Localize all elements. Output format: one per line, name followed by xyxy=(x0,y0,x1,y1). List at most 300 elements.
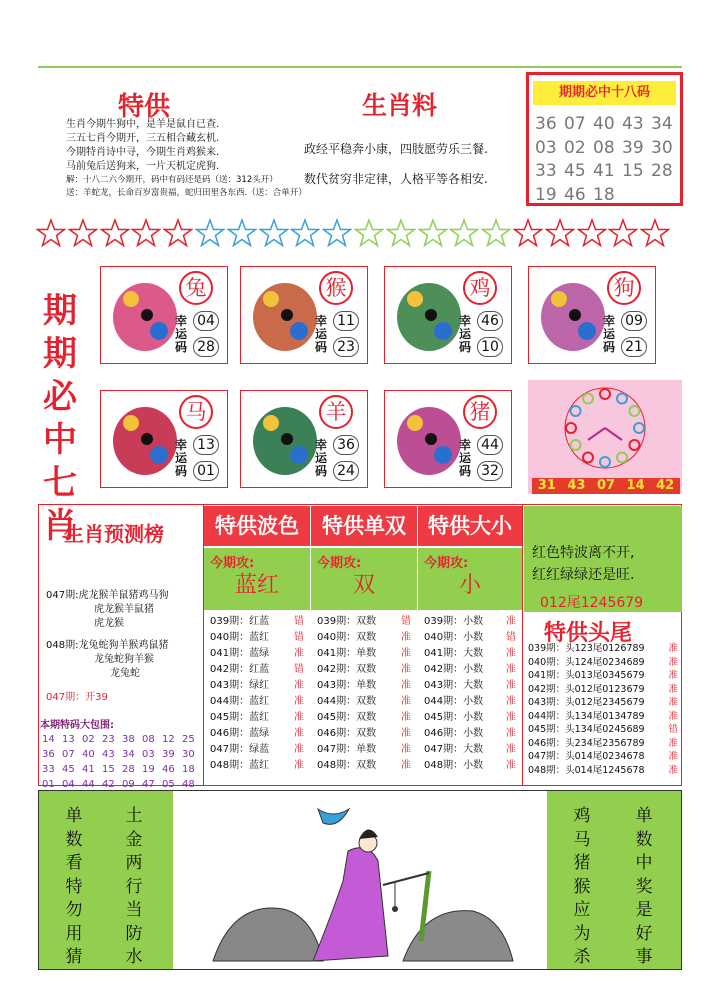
head-tail-mark: 错 xyxy=(668,724,678,735)
clock-dot xyxy=(583,394,593,404)
star-icon xyxy=(163,218,193,248)
papercut-image xyxy=(247,275,323,355)
title-char: 期 xyxy=(43,334,77,374)
history-period: 047期：绿蓝 xyxy=(210,744,270,755)
history-period: 041期：单数 xyxy=(317,648,377,659)
lucky-number: 10 xyxy=(477,337,503,357)
bottom-section xyxy=(38,790,682,970)
zodiac-card xyxy=(384,266,512,364)
history-row xyxy=(210,678,308,694)
star-icon xyxy=(354,218,384,248)
star-icon xyxy=(608,218,638,248)
history-mark: 准 xyxy=(294,648,304,659)
history-row xyxy=(317,630,415,646)
lucky-number: 13 xyxy=(193,435,219,455)
history-period: 039期：小数 xyxy=(424,616,484,627)
clock-dot xyxy=(583,452,593,462)
history-row xyxy=(424,662,520,678)
lucky-label: 幸运码 xyxy=(459,314,472,354)
verse-char: 水 xyxy=(125,947,143,967)
special-code: 40 xyxy=(82,749,95,760)
forecast-line: 龙兔蛇 xyxy=(110,668,140,679)
history-row xyxy=(424,630,520,646)
special-code: 07 xyxy=(62,749,75,760)
history-row xyxy=(424,726,520,742)
clock-number: 43 xyxy=(567,478,586,493)
history-period: 047期：大数 xyxy=(424,744,484,755)
head-tail-rows xyxy=(528,642,682,777)
star-icon xyxy=(290,218,320,248)
column-header: 特供单双 xyxy=(311,506,417,546)
shengxiao-title: 生肖料 xyxy=(362,91,438,120)
head-tail-mark: 准 xyxy=(668,656,678,668)
history-mark: 错 xyxy=(506,632,516,643)
star-icon xyxy=(449,218,479,248)
history-mark: 准 xyxy=(401,680,411,691)
verse-char: 猴 xyxy=(573,876,591,897)
forecast-line: 虎龙猴羊鼠猪 xyxy=(94,604,154,615)
column-attack xyxy=(418,548,522,610)
history-mark: 准 xyxy=(506,680,516,691)
attack-value: 小 xyxy=(458,573,481,598)
tail-numbers: 012尾1245679 xyxy=(540,595,644,611)
special-code: 39 xyxy=(162,749,175,760)
history-mark: 准 xyxy=(506,696,516,707)
head-tail-row xyxy=(528,656,682,670)
forecast-line: 虎龙猴 xyxy=(94,618,124,629)
verse-char: 是 xyxy=(635,900,653,920)
lucky-number: 04 xyxy=(193,311,219,331)
attack-label: 今期攻: xyxy=(317,556,362,571)
special-code: 18 xyxy=(182,764,195,775)
history-mark: 准 xyxy=(401,760,411,771)
head-tail-period: 047期：头014尾0234678 xyxy=(528,751,645,762)
special-code: 42 xyxy=(102,779,115,790)
head-tail-mark: 准 xyxy=(668,697,678,708)
head-tail-mark: 准 xyxy=(668,683,678,695)
history-period: 044期：蓝红 xyxy=(210,696,270,707)
title-char: 肖 xyxy=(43,506,77,546)
verse-char: 单 xyxy=(635,806,653,826)
zodiac-name: 羊 xyxy=(319,395,353,429)
history-mark: 准 xyxy=(294,728,304,739)
star-icon xyxy=(386,218,416,248)
zodiac-card xyxy=(240,390,368,488)
code-number: 34 xyxy=(651,114,673,134)
history-rows xyxy=(424,614,520,774)
code-number: 28 xyxy=(651,161,673,181)
lucky-number: 46 xyxy=(477,311,503,331)
code-number: 46 xyxy=(564,184,586,205)
history-period: 045期：小数 xyxy=(424,712,484,723)
head-tail-row xyxy=(528,669,682,683)
star-icon xyxy=(100,218,130,248)
clock-dot xyxy=(566,423,576,433)
lucky-number: 01 xyxy=(193,461,219,481)
title-char: 必 xyxy=(43,377,77,417)
special-code: 43 xyxy=(102,749,115,760)
head-tail-period: 041期：头013尾0345679 xyxy=(528,670,645,681)
tegong-title: 特供 xyxy=(118,92,171,122)
history-mark: 准 xyxy=(294,680,304,691)
history-mark: 错 xyxy=(294,616,304,627)
poem-line: 马前兔后送狗来，一片天机定虎狗. xyxy=(66,161,220,172)
lucky-label: 幸运码 xyxy=(603,314,616,354)
star-icon xyxy=(259,218,289,248)
special-code: 12 xyxy=(162,734,175,745)
lucky-number: 36 xyxy=(333,435,359,455)
top-divider xyxy=(38,66,682,68)
history-mark: 准 xyxy=(401,648,411,659)
star-icon xyxy=(36,218,66,248)
divider xyxy=(203,504,204,786)
title-char: 中 xyxy=(43,420,77,460)
column-header: 特供波色 xyxy=(204,506,310,546)
shengxiao-line: 政经平稳奔小康，四肢愿劳乐三餐. xyxy=(304,142,488,156)
history-period: 046期：小数 xyxy=(424,728,484,739)
papercut-image xyxy=(107,275,183,355)
verse-char: 奖 xyxy=(635,876,653,897)
head-tail-period: 048期：头014尾1245678 xyxy=(528,764,645,776)
history-period: 044期：双数 xyxy=(317,696,377,707)
poem-line: 生肖今期牛狗中，是羊是鼠自已查. xyxy=(66,119,220,130)
history-mark: 准 xyxy=(401,712,411,723)
history-row xyxy=(317,694,415,710)
lucky-label: 幸运码 xyxy=(315,438,328,478)
head-tail-period: 039期：头123尾0126789 xyxy=(528,643,645,654)
special-code: 47 xyxy=(142,779,155,790)
star-icon xyxy=(640,218,670,248)
history-rows xyxy=(210,614,308,774)
history-row xyxy=(210,646,308,662)
history-row xyxy=(210,758,308,774)
verse-char: 数 xyxy=(635,829,653,850)
verse-char: 土 xyxy=(125,806,143,826)
zodiac-name: 猴 xyxy=(319,271,353,305)
head-tail-period: 045期：头134尾0245689 xyxy=(528,724,645,735)
history-period: 040期：双数 xyxy=(317,632,377,643)
history-mark: 准 xyxy=(294,744,304,755)
zodiac-name: 猪 xyxy=(463,395,497,429)
verse-column xyxy=(573,805,591,970)
attack-label: 今期攻: xyxy=(210,556,255,571)
code-number: 43 xyxy=(622,114,644,134)
clock-dot xyxy=(629,440,639,450)
special-code: 46 xyxy=(162,764,175,775)
zodiac-forecast-title: 生肖预测榜 xyxy=(64,522,164,546)
verse-char: 防 xyxy=(125,923,143,944)
history-row xyxy=(424,614,520,630)
lucky-label: 幸运码 xyxy=(175,438,188,478)
special-code: 04 xyxy=(62,779,75,790)
stars-row xyxy=(36,214,684,254)
special-code: 36 xyxy=(42,749,55,760)
poem-line: 三五七肖今期开，三五相合藏玄机. xyxy=(66,133,220,144)
clock-number: 07 xyxy=(596,478,616,493)
history-mark: 准 xyxy=(506,616,516,627)
zodiac-card xyxy=(100,390,228,488)
star-icon xyxy=(131,218,161,248)
verse-char: 勿 xyxy=(65,900,83,920)
papercut-image xyxy=(107,399,183,479)
history-row xyxy=(424,742,520,758)
head-tail-row xyxy=(528,696,682,710)
star-icon xyxy=(418,218,448,248)
history-period: 041期：蓝绿 xyxy=(210,648,270,659)
head-tail-period: 040期：头124尾0234689 xyxy=(528,656,645,668)
clock-dot xyxy=(634,423,644,433)
history-period: 048期：小数 xyxy=(424,760,484,771)
clock-number-bar xyxy=(532,478,680,494)
history-period: 046期：蓝绿 xyxy=(210,728,270,739)
clock-icon xyxy=(528,380,682,476)
wave-tip-panel xyxy=(524,506,682,612)
verse-char: 金 xyxy=(125,829,143,850)
zodiac-name: 兔 xyxy=(179,271,213,305)
history-mark: 准 xyxy=(401,696,411,707)
history-row xyxy=(210,662,308,678)
verse-char: 为 xyxy=(573,923,591,944)
head-tail-row xyxy=(528,750,682,764)
history-period: 041期：大数 xyxy=(424,648,484,659)
zodiac-name: 鸡 xyxy=(463,271,497,305)
title-char: 期 xyxy=(43,291,77,331)
lucky-label: 幸运码 xyxy=(175,314,188,354)
history-row xyxy=(317,678,415,694)
history-row xyxy=(424,678,520,694)
lucky-number: 28 xyxy=(193,337,219,357)
attack-label: 今期攻: xyxy=(424,556,469,571)
lucky-number: 23 xyxy=(333,337,359,357)
history-mark: 准 xyxy=(506,760,516,771)
history-rows xyxy=(317,614,415,774)
clock-number: 42 xyxy=(656,478,675,493)
history-period: 042期：红蓝 xyxy=(210,664,270,675)
head-tail-title: 特供头尾 xyxy=(544,621,633,646)
history-period: 042期：双数 xyxy=(317,664,377,675)
verse-char: 杀 xyxy=(573,947,591,967)
special-code: 25 xyxy=(182,734,195,745)
special-code: 33 xyxy=(42,764,55,775)
clock-dot xyxy=(600,389,610,399)
history-period: 045期：蓝红 xyxy=(210,712,270,723)
code-number: 39 xyxy=(622,137,644,158)
papercut-image xyxy=(535,275,611,355)
verse-char: 事 xyxy=(635,947,653,967)
clock-dot xyxy=(617,452,627,462)
star-icon xyxy=(68,218,98,248)
history-row xyxy=(210,710,308,726)
papercut-image xyxy=(391,275,467,355)
head-tail-period: 042期：头012尾0123679 xyxy=(528,683,645,695)
special-code: 14 xyxy=(42,734,55,745)
poem-line: 今期特肖诗中寻，今期生肖鸡猴来. xyxy=(66,147,220,158)
history-mark: 准 xyxy=(294,760,304,771)
lucky-label: 幸运码 xyxy=(459,438,472,478)
code-number: 36 xyxy=(535,114,557,134)
star-icon xyxy=(513,218,543,248)
head-tail-mark: 准 xyxy=(668,670,678,681)
verse-char: 用 xyxy=(65,923,83,944)
history-mark: 准 xyxy=(506,648,516,659)
special-code: 13 xyxy=(62,734,75,745)
verse-char: 看 xyxy=(65,853,83,873)
title-char: 七 xyxy=(43,463,77,503)
clock-number: 31 xyxy=(537,478,556,493)
star-icon xyxy=(577,218,607,248)
head-tail-mark: 准 xyxy=(668,764,678,776)
right-verse-panel xyxy=(547,791,681,969)
verse-column xyxy=(635,805,653,970)
column-attack xyxy=(204,548,310,610)
eighteen-codes-box xyxy=(526,72,683,206)
history-period: 043期：大数 xyxy=(424,680,484,691)
clock-dot xyxy=(571,406,581,416)
verse-column xyxy=(125,805,143,970)
history-row xyxy=(317,646,415,662)
verse-char: 好 xyxy=(635,923,653,944)
poem-note: 送：羊蛇龙，长命百岁富贵福，蛇归田里各东西.（送：合单开） xyxy=(66,188,307,198)
shengxiao-line: 数代贫穷非定律，人格平等各相安. xyxy=(304,172,488,186)
code-number: 33 xyxy=(535,161,557,181)
history-period: 044期：小数 xyxy=(424,696,484,707)
special-code: 01 xyxy=(42,779,55,790)
attack-value: 蓝红 xyxy=(234,573,279,598)
history-row xyxy=(317,726,415,742)
verse-char: 中 xyxy=(635,853,653,873)
verse-char: 两 xyxy=(125,853,143,873)
code-number: 02 xyxy=(564,137,586,158)
history-mark: 错 xyxy=(401,616,411,627)
star-icon xyxy=(227,218,257,248)
verse-char: 当 xyxy=(125,900,143,920)
code-number: 19 xyxy=(535,184,557,205)
zodiac-card xyxy=(528,266,656,364)
zodiac-card xyxy=(100,266,228,364)
zodiac-name: 狗 xyxy=(607,271,641,305)
verse-char: 特 xyxy=(65,876,83,897)
code-number: 08 xyxy=(593,137,615,158)
clock-dot xyxy=(571,440,581,450)
head-tail-row xyxy=(528,723,682,737)
wave-tip-line: 红色特波离不开, xyxy=(532,545,635,561)
history-row xyxy=(317,758,415,774)
code-number: 15 xyxy=(622,161,644,181)
lucky-number: 21 xyxy=(621,337,647,357)
code-number: 40 xyxy=(593,114,615,134)
head-tail-row xyxy=(528,764,682,778)
history-row xyxy=(424,694,520,710)
eighteen-codes-list xyxy=(535,113,681,207)
special-code: 48 xyxy=(182,779,195,790)
lucky-label: 幸运码 xyxy=(315,314,328,354)
fisherwoman-illustration xyxy=(173,791,549,969)
history-mark: 准 xyxy=(506,664,516,675)
head-tail-period: 043期：头012尾2345679 xyxy=(528,697,645,708)
history-row xyxy=(210,614,308,630)
history-period: 045期：双数 xyxy=(317,712,377,723)
history-row xyxy=(317,710,415,726)
special-codes-title: 本期特码大包围: xyxy=(40,720,114,731)
special-code: 44 xyxy=(82,779,95,790)
history-period: 048期：蓝红 xyxy=(210,760,270,771)
forecast-line: 048期:龙兔蛇狗羊猴鸡鼠猪 xyxy=(46,640,169,651)
code-number: 45 xyxy=(564,161,586,181)
code-number: 18 xyxy=(593,184,615,205)
papercut-image xyxy=(391,399,467,479)
special-code: 34 xyxy=(122,749,135,760)
star-icon xyxy=(322,218,352,248)
history-mark: 准 xyxy=(294,696,304,707)
divider xyxy=(522,504,523,786)
verse-char: 行 xyxy=(125,876,143,897)
lucky-number: 09 xyxy=(621,311,647,331)
head-tail-row xyxy=(528,710,682,724)
verse-column xyxy=(65,805,83,970)
special-code: 02 xyxy=(82,734,95,745)
head-tail-mark: 准 xyxy=(668,643,678,654)
head-tail-mark: 准 xyxy=(668,737,678,749)
head-tail-row xyxy=(528,737,682,751)
history-row xyxy=(317,614,415,630)
poem-block xyxy=(66,118,307,200)
attack-value: 双 xyxy=(352,573,375,598)
history-row xyxy=(424,758,520,774)
special-code: 45 xyxy=(62,764,75,775)
clock-box xyxy=(528,380,682,494)
lucky-number: 11 xyxy=(333,311,359,331)
code-number: 03 xyxy=(535,137,557,158)
history-period: 040期：蓝红 xyxy=(210,632,270,643)
head-tail-row xyxy=(528,642,682,656)
code-number: 41 xyxy=(593,161,615,181)
clock-dot xyxy=(600,457,610,467)
history-period: 046期：双数 xyxy=(317,728,377,739)
clock-dot xyxy=(617,394,627,404)
special-code: 28 xyxy=(122,764,135,775)
left-verse-panel xyxy=(39,791,173,969)
papercut-image xyxy=(247,399,323,479)
history-row xyxy=(210,742,308,758)
special-code: 23 xyxy=(102,734,115,745)
history-period: 043期：单数 xyxy=(317,680,377,691)
verse-char: 数 xyxy=(65,829,83,850)
eighteen-codes-title: 期期必中十八码 xyxy=(533,81,676,105)
history-row xyxy=(210,694,308,710)
special-code: 05 xyxy=(162,779,175,790)
special-code: 08 xyxy=(142,734,155,745)
special-code: 03 xyxy=(142,749,155,760)
verse-char: 马 xyxy=(573,829,591,850)
special-code: 19 xyxy=(142,764,155,775)
clock-dot xyxy=(629,406,639,416)
history-mark: 准 xyxy=(401,664,411,675)
code-number: 30 xyxy=(651,137,673,158)
special-code: 38 xyxy=(122,734,135,745)
head-tail-period: 046期：头234尾2356789 xyxy=(528,737,645,749)
wave-tip-line: 红红绿绿还是旺. xyxy=(532,567,635,583)
history-mark: 准 xyxy=(401,728,411,739)
history-mark: 准 xyxy=(401,744,411,755)
poem-note: 解：十八二六今期开，码中有码还是码（送：312头开） xyxy=(66,175,278,185)
history-mark: 准 xyxy=(294,712,304,723)
history-row xyxy=(424,710,520,726)
history-mark: 错 xyxy=(294,632,304,643)
head-tail-mark: 准 xyxy=(668,751,678,762)
history-period: 039期：双数 xyxy=(317,616,377,627)
column-attack xyxy=(311,548,417,610)
code-number: 07 xyxy=(564,114,586,134)
